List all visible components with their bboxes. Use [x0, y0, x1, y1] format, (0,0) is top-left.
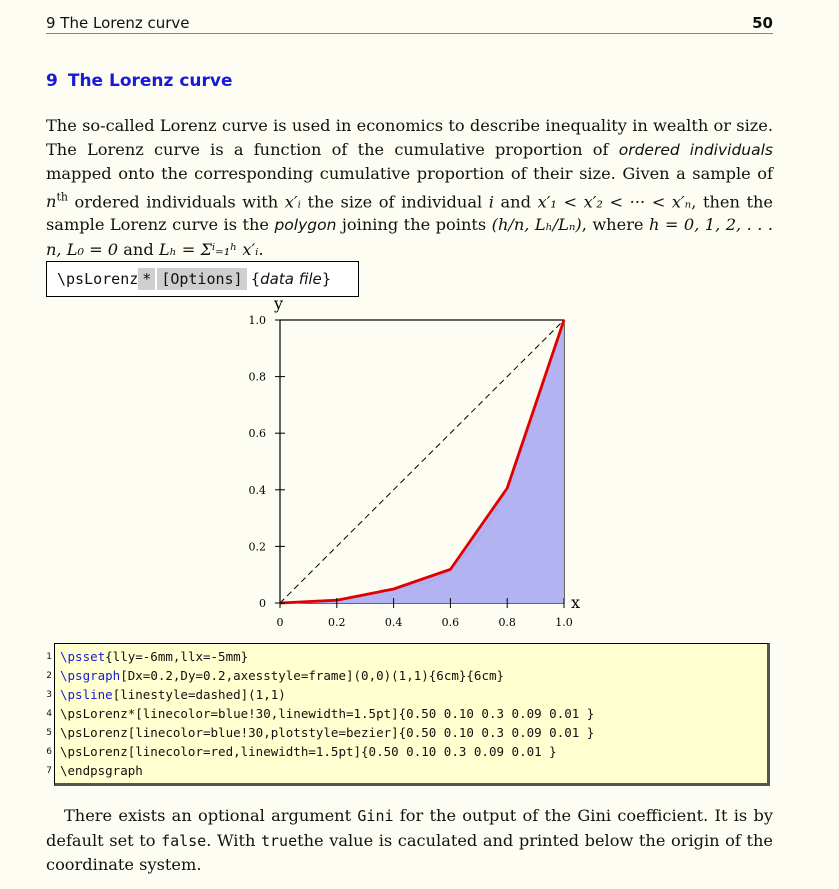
x-tick-label: 0 — [276, 616, 284, 629]
running-head-section: 9 The Lorenz curve — [46, 14, 190, 32]
x-axis-label: x — [571, 593, 581, 612]
intro-text: The so-called Lorenz curve is used in economics to describe inequality in wealth or size. The Lorenz curve is a function of the cumulative proportion of — [46, 116, 773, 159]
intro-text: , where — [581, 215, 649, 235]
math-point: (h/n, Lₕ/Lₙ) — [491, 215, 582, 235]
line-number: 6 — [46, 747, 52, 757]
outro-paragraph — [46, 804, 773, 877]
math-n-base: n — [46, 191, 57, 211]
lorenz-chart — [230, 296, 600, 636]
x-tick-label: 1.0 — [555, 616, 573, 629]
code-keyword: \psline — [60, 687, 113, 702]
outro-code: false — [161, 831, 207, 850]
x-tick-label: 0.4 — [384, 616, 403, 629]
code-text: \psLorenz[linecolor=blue!30,plotstyle=bezier]{0.50 0.10 0.3 0.09 0.01 } — [60, 725, 595, 740]
code-text: \endpsgraph — [60, 763, 143, 778]
math-xi: x′ᵢ — [284, 191, 301, 211]
syntax-star: * — [138, 268, 155, 290]
x-tick-label: 0.6 — [441, 616, 460, 629]
code-keyword: \psset — [60, 649, 106, 664]
line-number: 3 — [46, 690, 52, 700]
line-number: 5 — [46, 728, 52, 738]
y-tick-label: 0.2 — [248, 540, 266, 554]
line-number: 2 — [46, 671, 52, 681]
y-tick-label: 0 — [259, 597, 266, 610]
code-text: {lly=-6mm,llx=-5mm} — [105, 649, 249, 664]
intro-text: mapped onto the corresponding cumulative proportion of their size. Given a sample of — [46, 164, 773, 183]
syntax-arg-text: data file — [260, 270, 322, 288]
code-text: [linestyle=dashed](1,1) — [112, 687, 286, 702]
code-keyword: \psgraph — [60, 668, 121, 683]
intro-emphasis: ordered individuals — [618, 140, 773, 159]
running-head — [46, 13, 773, 34]
intro-text: joining the points — [336, 215, 492, 235]
section-title — [46, 71, 233, 91]
math-h: h = 0, 1, 2, . . . n, L₀ = 0 — [46, 215, 773, 259]
syntax-command: \psLorenz — [57, 270, 139, 288]
syntax-brace-close: } — [321, 270, 332, 288]
syntax-argument — [251, 270, 332, 288]
math-i: i — [488, 191, 494, 211]
code-text: [Dx=0.2,Dy=0.2,axesstyle=frame](0,0)(1,1){6cm}{6cm} — [120, 668, 505, 683]
intro-text: , then the sample Lorenz curve is the — [46, 191, 774, 235]
line-number: 4 — [46, 709, 52, 719]
intro-emphasis: polygon — [274, 216, 337, 235]
outro-code: Gini — [357, 807, 394, 825]
intro-text: and — [118, 239, 159, 259]
y-axis-label: y — [274, 296, 284, 313]
outro-text: the value is caculated and printed below the origin of the coordinate system. — [46, 830, 773, 874]
math-chain: x′₁ < x′₂ < ··· < x′ₙ — [537, 191, 692, 211]
code-text: \psLorenz*[linecolor=blue!30,linewidth=1.5pt]{0.50 0.10 0.3 0.09 0.01 } — [60, 706, 595, 721]
intro-text: and — [493, 191, 538, 211]
outro-text: There exists an optional argument — [64, 806, 358, 825]
line-number: 1 — [46, 652, 52, 662]
code-text: \psLorenz[linecolor=red,linewidth=1.5pt]{0.50 0.10 0.3 0.09 0.01 } — [60, 744, 557, 759]
page-number: 50 — [752, 14, 773, 32]
y-tick-label: 1.0 — [248, 314, 266, 327]
outro-text: for the output of the Gini coefficient. It is by default set to — [46, 806, 773, 850]
outro-text: . With — [206, 830, 261, 850]
y-tick-label: 0.8 — [248, 370, 266, 384]
y-tick-label: 0.6 — [248, 427, 266, 441]
line-number: 7 — [46, 766, 52, 776]
math-L: Lₕ = Σⁱ₌₁ʰ x′ᵢ. — [158, 239, 264, 259]
syntax-box — [46, 261, 359, 297]
x-tick-label: 0.2 — [328, 616, 346, 629]
syntax-options: [Options] — [157, 268, 246, 290]
math-n: $n^{th}$ — [46, 190, 68, 211]
code-listing — [46, 643, 770, 786]
intro-text: the size of individual — [300, 191, 489, 211]
section-number: 9 — [46, 71, 58, 91]
intro-text: ordered individuals with — [67, 191, 285, 211]
syntax-brace-open: { — [250, 270, 261, 288]
intro-paragraph — [46, 114, 773, 261]
outro-code: true — [260, 831, 298, 850]
y-tick-label: 0.4 — [248, 483, 266, 497]
section-title-text: The Lorenz curve — [67, 71, 233, 91]
x-tick-label: 0.8 — [498, 616, 516, 629]
